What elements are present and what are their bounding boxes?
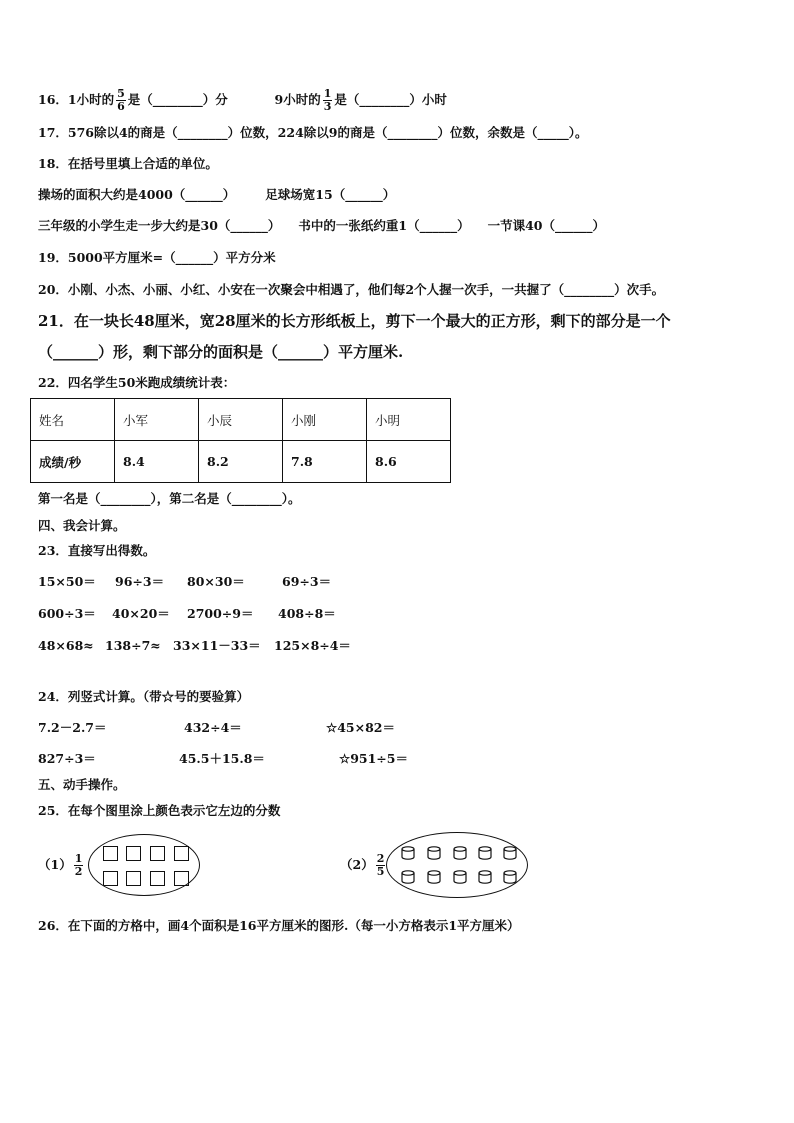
question-20: 20．小刚、小杰、小丽、小红、小安在一次聚会中相遇了，他们每2个人握一次手，一共握了（________）次手。 bbox=[38, 282, 665, 297]
square-shape[interactable] bbox=[174, 871, 189, 886]
fraction-five-sixths: $\frac{5}{6}$ bbox=[117, 87, 125, 113]
calc-item: ☆45×82＝ bbox=[326, 720, 395, 735]
question-21-line-1: 21．在一块长48厘米，宽28厘米的长方形纸板上，剪下一个最大的正方形，剩下的部分是一个 bbox=[38, 312, 671, 330]
calc-item: 125×8÷4＝ bbox=[274, 638, 351, 653]
question-18-line-1: 操场的面积大约是4000（______） 足球场宽15（______） bbox=[38, 187, 396, 202]
score-table bbox=[30, 398, 451, 483]
cylinder-icon[interactable] bbox=[453, 846, 467, 860]
cylinder-icon[interactable] bbox=[478, 846, 492, 860]
question-17: 17．576除以4的商是（________）位数，224除以9的商是（________）位数，余数是（_____）。 bbox=[38, 125, 588, 140]
figure-2-label: （2） $\frac{2}{5}$ bbox=[340, 852, 385, 878]
square-shape[interactable] bbox=[103, 871, 118, 886]
table-cell: 小辰 bbox=[199, 399, 283, 441]
square-shape[interactable] bbox=[126, 871, 141, 886]
table-cell: 8.6 bbox=[367, 441, 451, 483]
fraction-one-half: $\frac{1}{2}$ bbox=[74, 852, 83, 878]
square-shape[interactable] bbox=[103, 846, 118, 861]
question-23-title: 23．直接写出得数。 bbox=[38, 543, 156, 558]
calc-item: 408÷8＝ bbox=[278, 606, 336, 621]
square-shape[interactable] bbox=[126, 846, 141, 861]
cylinder-icon[interactable] bbox=[503, 870, 517, 884]
table-row bbox=[31, 441, 451, 483]
question-18-line-2: 三年级的小学生走一步大约是30（______） 书中的一张纸约重1（______） 一节课40（______） bbox=[38, 218, 606, 233]
question-18-title: 18．在括号里填上合适的单位。 bbox=[38, 156, 218, 171]
table-cell: 姓名 bbox=[31, 399, 115, 441]
calc-item: ☆951÷5＝ bbox=[339, 751, 408, 766]
calc-item: 33×11－33＝ bbox=[173, 638, 261, 653]
calc-item: 45.5＋15.8＝ bbox=[179, 751, 265, 766]
calc-item: 827÷3＝ bbox=[38, 751, 96, 766]
question-26: 26．在下面的方格中，画4个面积是16平方厘米的图形.（每一小方格表示1平方厘米） bbox=[38, 918, 520, 933]
table-cell: 小军 bbox=[115, 399, 199, 441]
oval-figure-2 bbox=[386, 832, 528, 898]
cylinder-icon[interactable] bbox=[503, 846, 517, 860]
question-22-title: 22．四名学生50米跑成绩统计表： bbox=[38, 375, 236, 390]
square-shape[interactable] bbox=[150, 846, 165, 861]
cylinder-icon[interactable] bbox=[478, 870, 492, 884]
question-16: 16．1小时的 $\frac{5}{6}$ 是（________）分 9小时的 $\frac{1}{3}$ 是（________）小时 bbox=[38, 87, 447, 113]
calc-item: 96÷3＝ bbox=[115, 574, 165, 589]
calc-item: 2700÷9＝ bbox=[187, 606, 254, 621]
question-24-title: 24．列竖式计算。（带☆号的要验算） bbox=[38, 689, 250, 704]
section-5-heading: 五、动手操作。 bbox=[38, 777, 126, 792]
fraction-two-fifths: $\frac{2}{5}$ bbox=[376, 852, 385, 878]
table-cell: 小明 bbox=[367, 399, 451, 441]
calc-item: 40×20＝ bbox=[112, 606, 170, 621]
cylinder-icon[interactable] bbox=[401, 870, 415, 884]
calc-item: 600÷3＝ bbox=[38, 606, 96, 621]
calc-item: 432÷4＝ bbox=[184, 720, 242, 735]
fraction-one-third: $\frac{1}{3}$ bbox=[323, 87, 332, 113]
table-cell: 8.2 bbox=[199, 441, 283, 483]
cylinder-icon[interactable] bbox=[401, 846, 415, 860]
question-25-title: 25．在每个图里涂上颜色表示它左边的分数 bbox=[38, 803, 281, 818]
section-4-heading: 四、我会计算。 bbox=[38, 518, 126, 533]
table-cell: 成绩/秒 bbox=[31, 441, 115, 483]
question-21-line-2: （______）形，剩下部分的面积是（______）平方厘米. bbox=[38, 343, 404, 361]
oval-figure-1 bbox=[88, 834, 200, 896]
table-cell: 小刚 bbox=[283, 399, 367, 441]
question-22-answer-line: 第一名是（________），第二名是（________）。 bbox=[38, 491, 301, 506]
cylinder-icon[interactable] bbox=[427, 846, 441, 860]
calc-item: 138÷7≈ bbox=[105, 638, 161, 653]
calc-item: 48×68≈ bbox=[38, 638, 94, 653]
calc-item: 7.2－2.7＝ bbox=[38, 720, 107, 735]
table-cell: 7.8 bbox=[283, 441, 367, 483]
square-shape[interactable] bbox=[150, 871, 165, 886]
square-shape[interactable] bbox=[174, 846, 189, 861]
cylinder-icon[interactable] bbox=[453, 870, 467, 884]
cylinder-icon[interactable] bbox=[427, 870, 441, 884]
calc-item: 69÷3＝ bbox=[282, 574, 332, 589]
calc-item: 15×50＝ bbox=[38, 574, 96, 589]
table-cell: 8.4 bbox=[115, 441, 199, 483]
table-row bbox=[31, 399, 451, 441]
figure-1-label: （1） $\frac{1}{2}$ bbox=[38, 852, 83, 878]
calc-item: 80×30＝ bbox=[187, 574, 245, 589]
question-19: 19．5000平方厘米=（______）平方分米 bbox=[38, 250, 276, 265]
